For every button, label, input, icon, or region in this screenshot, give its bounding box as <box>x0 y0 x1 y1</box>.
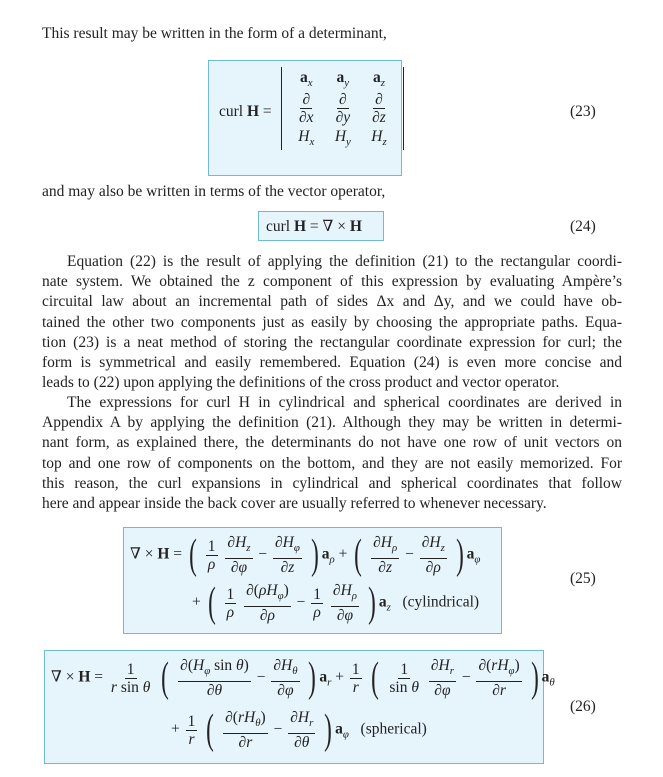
eq24-content: curl H = ∇ × H <box>266 218 362 235</box>
between-text: and may also be written in terms of the vector operator, <box>42 183 386 200</box>
p2-line: here and appear inside the back cover are usually referred to whenever necessary. <box>42 495 547 513</box>
eq24-number: (24) <box>570 218 596 235</box>
eq23-determinant: $a_x$ $a_y$ $a_z$ $\frac{\partial}{\partial x}$ $\frac{\partial}{\partial y}$ $\frac{\partial}{\partial z}$ $H_x$ $H_y$ $H_z$ <box>281 67 404 150</box>
equation-23-box <box>208 60 402 176</box>
eq23-number: (23) <box>570 103 596 120</box>
p2-line: nant form, as explained there, the determinants do not have one row of unit vectors on <box>42 434 622 452</box>
eq26-line-2: + $\frac{1}{r}$ ( $\frac{\partial(rH_\theta)}{\partial r}$ − $\frac{\partial H_r}{\partial\theta}$ ) $a_\varphi$ (spherical) <box>171 707 427 753</box>
eq23-lhs: curl H = <box>219 103 272 120</box>
p1-line: leads to (22) upon applying the definitions of the cross product and vector operator. <box>42 374 560 392</box>
p2-line: The expressions for curl H in cylindrical and spherical coordinates are derived in <box>67 394 622 411</box>
equation-26-box <box>44 650 555 764</box>
p2-line: this reason, the curl expansions in cylindrical and spherical coordinates that follow <box>42 474 622 492</box>
eq26-number: (26) <box>570 698 596 715</box>
p1-line: form is symmetrical and easily remembered. Equation (24) is even more concise and <box>42 354 622 372</box>
p2-line: Appendix A by applying the definition (21). Although they may be written in determi- <box>42 414 622 432</box>
eq25-line-2: + ( $\frac{1}{\rho}$ $\frac{\partial(\rho H_\varphi)}{\partial\rho}$ − $\frac{1}{\rho}$ $\frac{\partial H_\rho}{\partial\varphi}$ ) $a_z$ (cylindrical) <box>192 580 480 626</box>
p1-line: tained the other two components just as easily by choosing the appropriate paths. Equa- <box>42 313 622 331</box>
eq25-line-1: ∇ × H = ( $\frac{1}{\rho}$ $\frac{\partial H_z}{\partial\varphi}$ − $\frac{\partial H_\varphi}{\partial z}$ ) $a_\rho$ + ( $\frac{\partial H_\rho}{\partial z}$ − $\frac{\partial H_z}{\partial\rho}$ ) $a_\varphi$ <box>130 532 481 578</box>
equation-25-box <box>123 527 502 634</box>
p1-line: nate system. We obtained the z component of this expression by evaluating Ampère’s <box>42 273 622 291</box>
p1-line: circuital law about an incremental path of sides Δx and Δy, and we could have ob- <box>42 293 622 311</box>
eq26-line-1: ∇ × H = $\frac{1}{\text{r sin θ}}$ ( $\frac{\partial(H_\varphi \sin \theta)}{\partial\theta}$ − $\frac{\partial H_\theta}{\partial\varphi}$ ) $a_r$ + $\frac{1}{r}$ ( $\frac{1}{\text{sin θ}}$ $\frac{\partial H_r}{\partial\varphi}$ − $\frac{\partial(rH_\varphi)}{\partial r}$ ) $a_\theta$ <box>51 655 555 701</box>
p1-line: Equation (22) is the result of applying the definition (21) to the rectangular coordi- <box>67 253 622 270</box>
eq25-label: (cylindrical) <box>402 593 480 611</box>
p2-line: top and one row of components on the bottom, and they are not easily memorized. For <box>42 454 622 472</box>
intro-text: This result may be written in the form of a determinant, <box>42 25 387 42</box>
equation-24-box <box>258 211 384 241</box>
paragraph-1 <box>42 252 622 393</box>
paragraph-2 <box>42 393 622 514</box>
eq25-number: (25) <box>570 570 596 587</box>
eq26-label: (spherical) <box>360 720 427 738</box>
p1-line: tion (23) is a neat method of storing the rectangular coordinate expression for curl; the <box>42 333 622 351</box>
